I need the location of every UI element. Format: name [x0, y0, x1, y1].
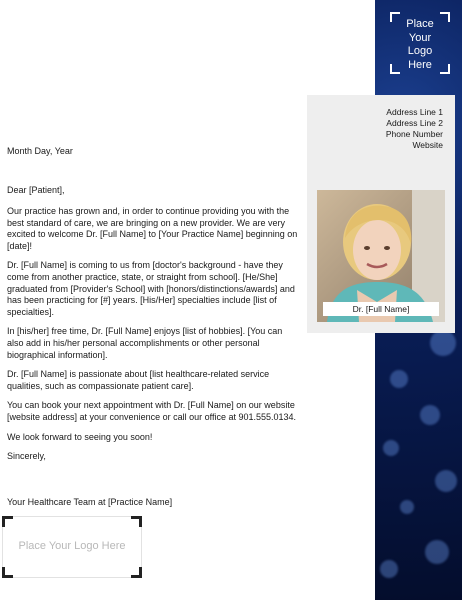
doctor-photo-caption: Dr. [Full Name]	[323, 302, 439, 316]
contact-panel	[307, 95, 455, 333]
website: Website	[412, 140, 443, 150]
corner-mark	[131, 516, 142, 527]
letter-greeting: Dear [Patient],	[7, 185, 65, 195]
doctor-photo	[317, 190, 445, 322]
letter-paragraph: In [his/her] free time, Dr. [Full Name] enjoys [list of hobbies]. [You can also add in his/her personal accomplishments or other personal biographical information].	[7, 326, 283, 360]
letter-paragraph: Dr. [Full Name] is passionate about [list healthcare-related service qualities, such as compassionate patient care].	[7, 369, 270, 391]
contact-address	[386, 107, 443, 151]
letter-body	[7, 206, 299, 471]
address-line-1: Address Line 1	[386, 107, 443, 117]
corner-mark	[2, 567, 13, 578]
footer-logo-text: Place Your Logo Here	[18, 540, 126, 552]
letter-paragraph: We look forward to seeing you soon!	[7, 431, 153, 442]
letter-date: Month Day, Year	[7, 146, 73, 156]
letter-paragraph: You can book your next appointment with Dr. [Full Name] on our website [website address] at your convenience or call our office at 901.555.0134.	[7, 400, 297, 422]
letter-signoff: Your Healthcare Team at [Practice Name]	[7, 497, 173, 507]
letter-paragraph: Our practice has grown and, in order to continue providing you with the best standard of care, we are bringing on a new provider. We are very excited to welcome Dr. [Full Name] to [Your Practice Name] beginning on [date]!	[7, 206, 298, 251]
phone-number: Phone Number	[385, 129, 443, 139]
corner-mark	[131, 567, 142, 578]
corner-mark	[2, 516, 13, 527]
letter-closing: Sincerely,	[7, 451, 46, 462]
header-logo-text: Place Your Logo Here	[406, 18, 434, 71]
address-line-2: Address Line 2	[386, 118, 443, 128]
header-logo-placeholder[interactable]	[390, 12, 450, 74]
footer-logo-placeholder[interactable]	[2, 516, 142, 578]
letter-paragraph: Dr. [Full Name] is coming to us from [doctor's background - have they come from another practice, state, or straight from school]. [He/She] graduated from [Provider's School] with [honors/distinctions/awards] and has been practicing for [#] years. [His/Her] specialties include [list of specialties].	[7, 260, 295, 317]
